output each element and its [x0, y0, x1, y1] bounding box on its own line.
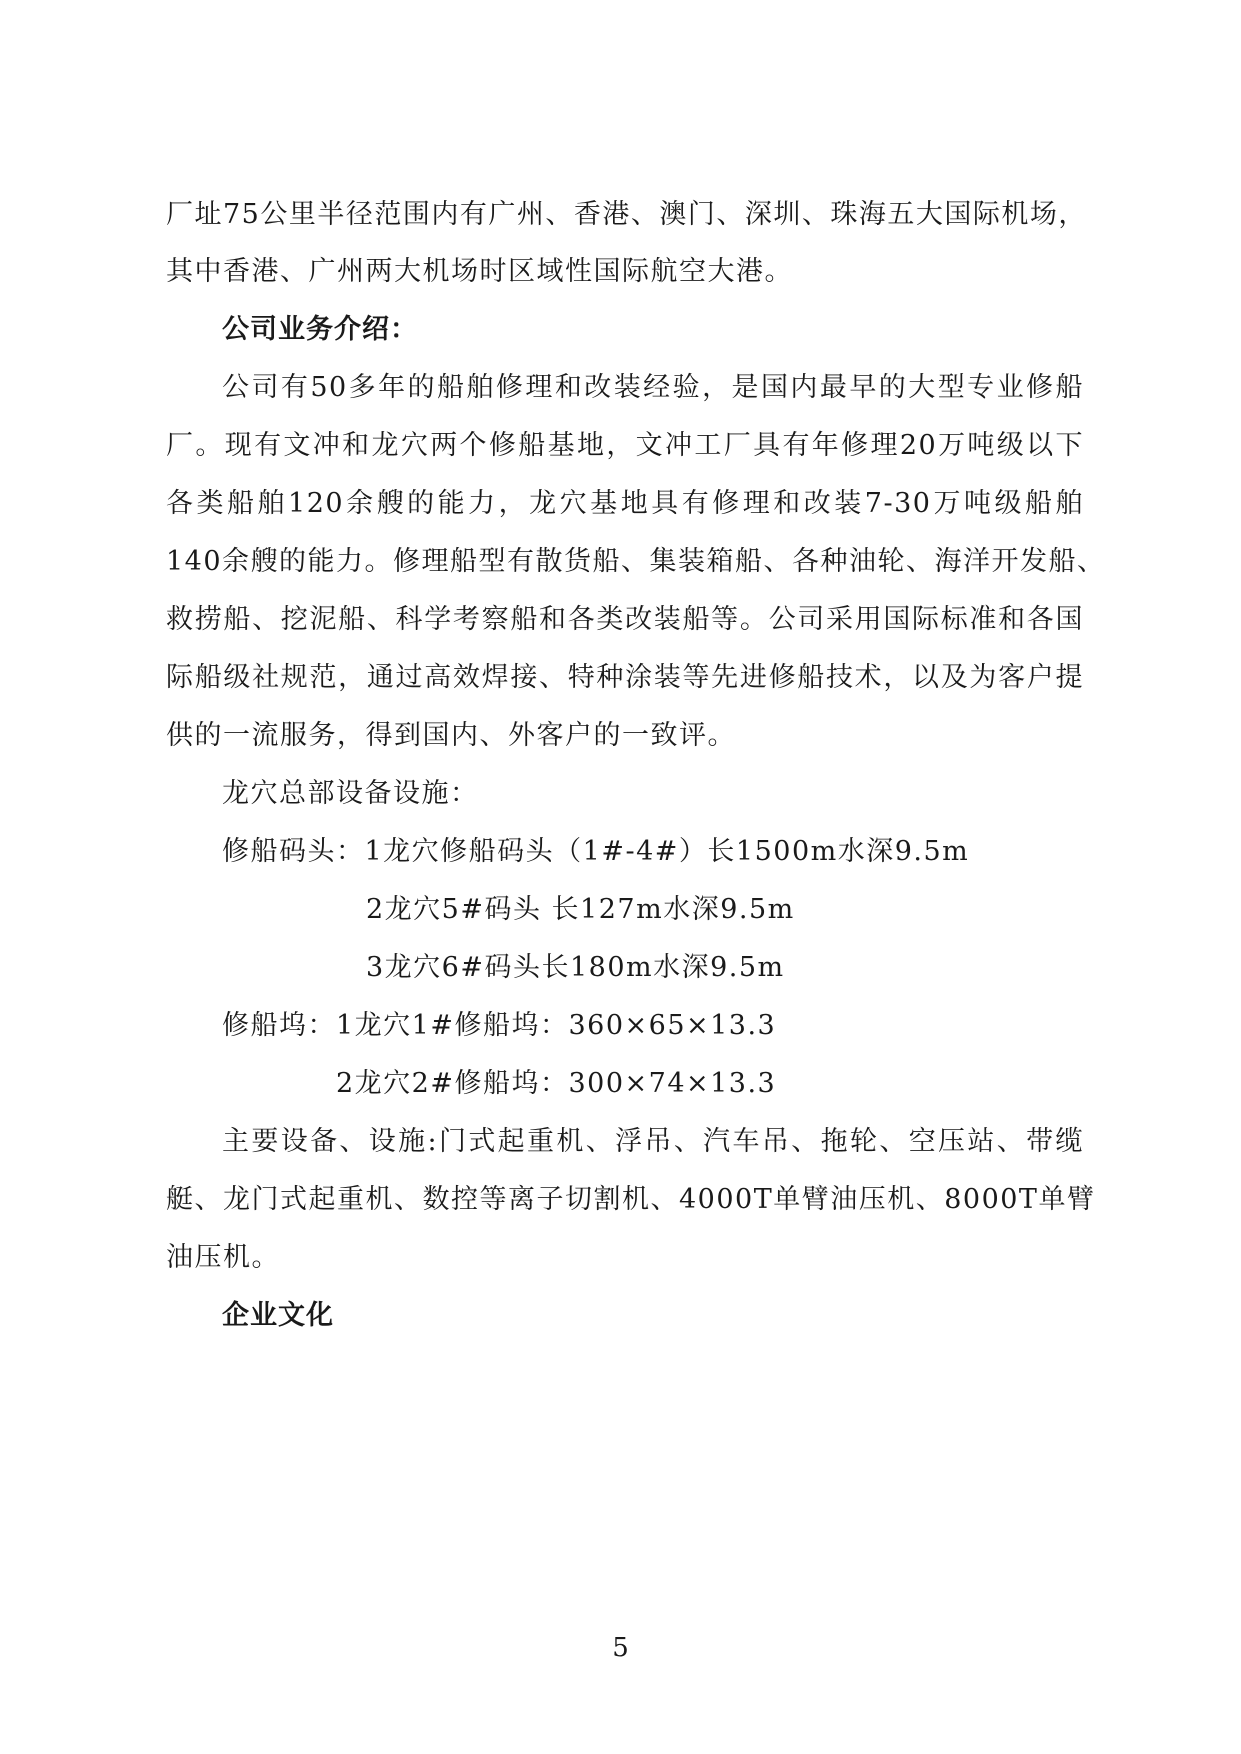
page-number: 5: [612, 1633, 629, 1663]
equipment-line-2: 艇、龙门式起重机、数控等离子切割机、4000T单臂油压机、8000T单臂: [166, 1184, 1096, 1215]
intro-line-2: 其中香港、广州两大机场时区域性国际航空大港。: [166, 256, 793, 287]
business-heading: 公司业务介绍：: [222, 314, 418, 345]
facilities-heading: 龙穴总部设备设施：: [222, 778, 479, 809]
business-line-4: 140余艘的能力。修理船型有散货船、集装箱船、各种油轮、海洋开发船、: [166, 546, 1106, 577]
equipment-line-3: 油压机。: [166, 1242, 280, 1273]
culture-heading: 企业文化: [222, 1300, 334, 1331]
wharf-line-3: 3龙穴6#码头长180m水深9.5m: [366, 952, 785, 983]
business-line-7: 供的一流服务，得到国内、外客户的一致评。: [166, 720, 736, 751]
business-line-5: 救捞船、挖泥船、科学考察船和各类改装船等。公司采用国际标准和各国: [166, 604, 1084, 635]
dock-line-2: 2龙穴2#修船坞：300×74×13.3: [336, 1068, 777, 1099]
business-line-2: 厂。现有文冲和龙穴两个修船基地，文冲工厂具有年修理20万吨级以下: [166, 430, 1084, 461]
wharf-line-1: 修船码头：1龙穴修船码头（1#-4#）长1500m水深9.5m: [222, 836, 970, 867]
intro-line-1: 厂址75公里半径范围内有广州、香港、澳门、深圳、珠海五大国际机场，: [166, 199, 1087, 230]
business-line-3: 各类船舶120余艘的能力，龙穴基地具有修理和改装7-30万吨级船舶: [166, 488, 1084, 519]
business-line-6: 际船级社规范，通过高效焊接、特种涂装等先进修船技术，以及为客户提: [166, 662, 1084, 693]
wharf-line-2: 2龙穴5#码头 长127m水深9.5m: [366, 894, 795, 925]
dock-line-1: 修船坞：1龙穴1#修船坞：360×65×13.3: [222, 1010, 777, 1041]
business-line-1: 公司有50多年的船舶修理和改装经验，是国内最早的大型专业修船: [222, 372, 1084, 403]
equipment-line-1: 主要设备、设施:门式起重机、浮吊、汽车吊、拖轮、空压站、带缆: [222, 1126, 1084, 1157]
